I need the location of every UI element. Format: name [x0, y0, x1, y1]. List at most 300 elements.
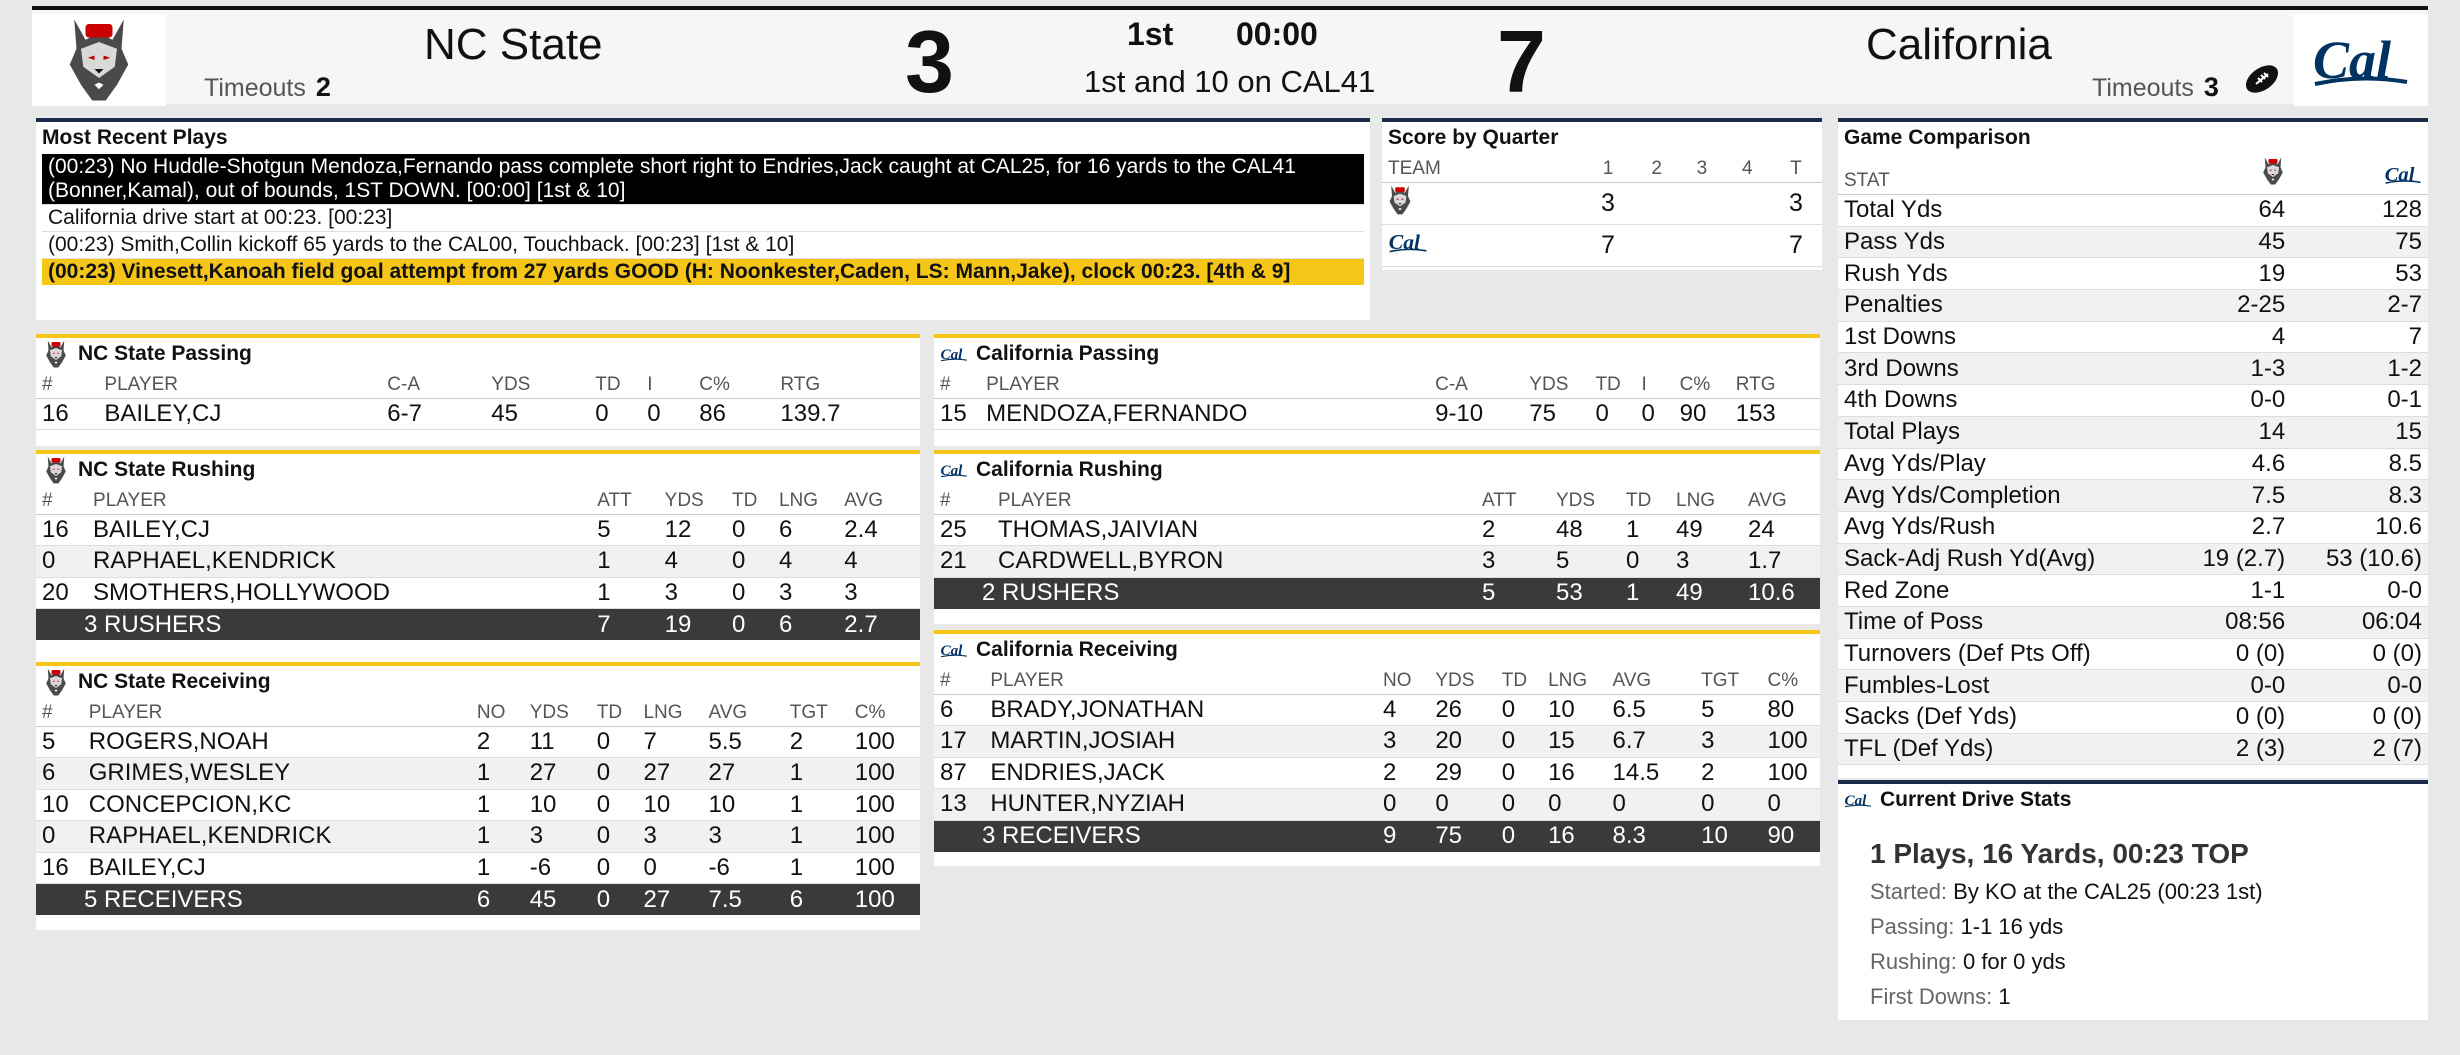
game-comparison-panel — [1838, 118, 2428, 778]
table-row[interactable] — [36, 789, 920, 821]
home-timeouts — [204, 72, 331, 103]
stat-cell: 27 — [637, 758, 702, 790]
california-passing-table — [934, 370, 1820, 430]
nc-state-passing-table — [36, 370, 920, 430]
table-row[interactable] — [36, 398, 920, 430]
totals-cell: 1 — [1620, 577, 1670, 609]
totals-cell: 10 — [1695, 820, 1761, 852]
player-name[interactable]: BAILEY,CJ — [98, 398, 381, 430]
stat-cell: 1 — [1620, 514, 1670, 546]
stat-cell: 27 — [524, 758, 591, 790]
stat-cell: 0 — [1377, 789, 1429, 821]
california-value: 0 (0) — [2291, 638, 2428, 670]
col-c[interactable]: C% — [1674, 370, 1730, 398]
col-td[interactable]: TD — [1620, 486, 1670, 514]
current-drive-title: Current Drive Stats — [1880, 788, 2072, 811]
col-td[interactable]: TD — [591, 698, 638, 726]
total-score: 3 — [1770, 182, 1822, 224]
stat-cell: 86 — [693, 398, 774, 430]
down-and-distance: 1st and 10 on CAL41 — [1084, 64, 1376, 99]
stat-cell: 100 — [849, 789, 920, 821]
stat-cell: 3 — [1476, 546, 1550, 578]
player-name[interactable]: CARDWELL,BYRON — [992, 546, 1476, 578]
table-row[interactable] — [36, 852, 920, 884]
player-name[interactable]: ROGERS,NOAH — [83, 726, 471, 758]
col-q1: 1 — [1582, 154, 1634, 182]
drive-rushing-value: 0 for 0 yds — [1962, 949, 2066, 974]
stat-cell: 100 — [849, 821, 920, 853]
totals-cell: 49 — [1670, 577, 1742, 609]
col-yds[interactable]: YDS — [1523, 370, 1589, 398]
comparison-row — [1838, 511, 2428, 543]
player-name[interactable]: HUNTER,NYZIAH — [984, 789, 1377, 821]
nc-state-receiving-header — [36, 666, 920, 698]
stat-cell: 6-7 — [381, 398, 485, 430]
nc-state-value: 0 (0) — [2171, 638, 2291, 670]
col-number[interactable]: # — [36, 486, 87, 514]
stat-cell: 48 — [1550, 514, 1620, 546]
california-value: 53 (10.6) — [2291, 543, 2428, 575]
nc-state-value: 7.5 — [2171, 480, 2291, 512]
california-passing-panel — [934, 334, 1820, 446]
col-no[interactable]: NO — [1377, 666, 1429, 694]
play-item-latest[interactable]: (00:23) No Huddle-Shotgun Mendoza,Fernando pass complete short right to Endries,Jack caught at CAL25, for 16 yards to the CAL41 (Bonner,Kamal), out of bounds, 1ST DOWN. [00:00] [1st & 10] — [42, 154, 1364, 205]
california-rushing-table — [934, 486, 1820, 609]
stat-cell: 5 — [591, 514, 658, 546]
current-drive-panel — [1838, 780, 2428, 1020]
california-value: 8.5 — [2291, 448, 2428, 480]
table-row[interactable] — [36, 546, 920, 578]
recent-plays-title: Most Recent Plays — [42, 126, 228, 149]
nc-state-value: 4.6 — [2171, 448, 2291, 480]
stat-label: Total Plays — [1838, 416, 2171, 448]
stat-cell: 27 — [703, 758, 784, 790]
table-row[interactable] — [36, 514, 920, 546]
player-name[interactable]: CONCEPCION,KC — [83, 789, 471, 821]
stat-cell: 2 — [471, 726, 524, 758]
col-c[interactable]: C% — [1762, 666, 1820, 694]
stat-cell: 0 — [1695, 789, 1761, 821]
table-row[interactable] — [934, 789, 1820, 821]
stat-label: Red Zone — [1838, 575, 2171, 607]
stat-cell: 4 — [659, 546, 726, 578]
stat-cell: 29 — [1429, 757, 1495, 789]
stat-cell: 1 — [784, 758, 849, 790]
stat-cell: 1 — [471, 789, 524, 821]
stat-label: Avg Yds/Play — [1838, 448, 2171, 480]
scoreboard — [32, 6, 2428, 111]
col-yds[interactable]: YDS — [659, 486, 726, 514]
california-value: 75 — [2291, 226, 2428, 258]
stat-cell: 5.5 — [703, 726, 784, 758]
totals-row — [36, 884, 920, 916]
stat-cell: 80 — [1762, 694, 1820, 726]
totals-label: 3 RECEIVERS — [934, 820, 1377, 852]
col-avg[interactable]: AVG — [1742, 486, 1820, 514]
away-timeouts-value: 3 — [2203, 72, 2219, 102]
stat-cell: 15 — [1542, 726, 1606, 758]
stat-cell: 4 — [838, 546, 920, 578]
stat-cell: 0 — [589, 398, 641, 430]
col-lng[interactable]: LNG — [773, 486, 838, 514]
california-value: 0 (0) — [2291, 702, 2428, 734]
california-value: 0-1 — [2291, 385, 2428, 417]
stat-cell: 20 — [1429, 726, 1495, 758]
totals-cell: 6 — [471, 884, 524, 916]
home-team-name: NC State — [424, 20, 603, 69]
play-item[interactable]: California drive start at 00:23. [00:23] — [42, 205, 1364, 232]
stat-cell: 0 — [1542, 789, 1606, 821]
col-player[interactable]: PLAYER — [984, 666, 1377, 694]
drive-started-label: Started: — [1870, 879, 1948, 904]
col-avg[interactable]: AVG — [703, 698, 784, 726]
col-tgt[interactable]: TGT — [1695, 666, 1761, 694]
stat-cell: 49 — [1670, 514, 1742, 546]
col-number[interactable]: # — [36, 370, 98, 398]
california-passing-header — [934, 338, 1820, 370]
home-score: 3 — [905, 12, 954, 111]
stat-label: Rush Yds — [1838, 258, 2171, 290]
col-q3: 3 — [1679, 154, 1724, 182]
stat-cell: 0 — [1496, 694, 1542, 726]
stat-cell: 139.7 — [774, 398, 920, 430]
game-comparison-table — [1838, 154, 2428, 765]
california-value: 0-0 — [2291, 575, 2428, 607]
comparison-row — [1838, 226, 2428, 258]
drive-passing-value: 1-1 16 yds — [1960, 914, 2064, 939]
table-row[interactable] — [934, 546, 1820, 578]
stat-cell: 1 — [471, 758, 524, 790]
nc-state-rushing-title: NC State Rushing — [78, 458, 256, 481]
stat-cell: 21 — [934, 546, 992, 578]
col-c[interactable]: C% — [693, 370, 774, 398]
totals-cell: 90 — [1762, 820, 1820, 852]
nc-state-value: 2.7 — [2171, 511, 2291, 543]
comparison-row — [1838, 543, 2428, 575]
california-value: 15 — [2291, 416, 2428, 448]
comparison-row — [1838, 385, 2428, 417]
stat-cell: 0 — [637, 852, 702, 884]
player-name[interactable]: THOMAS,JAIVIAN — [992, 514, 1476, 546]
comparison-row — [1838, 448, 2428, 480]
col-att[interactable]: ATT — [1476, 486, 1550, 514]
col-avg[interactable]: AVG — [838, 486, 920, 514]
california-rushing-header — [934, 454, 1820, 486]
col-yds[interactable]: YDS — [1550, 486, 1620, 514]
totals-row — [36, 609, 920, 641]
stat-cell: 0 — [591, 821, 638, 853]
stat-label: Penalties — [1838, 290, 2171, 322]
stat-cell: 0 — [641, 398, 693, 430]
nc-state-value: 0-0 — [2171, 670, 2291, 702]
col-total: T — [1770, 154, 1822, 182]
stat-label: Fumbles-Lost — [1838, 670, 2171, 702]
stat-cell: 25 — [934, 514, 992, 546]
table-row[interactable] — [36, 726, 920, 758]
stat-cell: 1 — [784, 789, 849, 821]
player-name[interactable]: MARTIN,JOSIAH — [984, 726, 1377, 758]
table-row[interactable] — [934, 694, 1820, 726]
nc-state-value: 0-0 — [2171, 385, 2291, 417]
play-item-scoring[interactable]: (00:23) Vinesett,Kanoah field goal attempt from 27 yards GOOD (H: Noonkester,Caden, LS: Mann,Jake), clock 00:23. [4th & 9] — [42, 259, 1364, 285]
stat-cell: 14.5 — [1607, 757, 1696, 789]
california-value: 06:04 — [2291, 606, 2428, 638]
stat-cell: 0 — [1496, 726, 1542, 758]
drive-first-downs — [1838, 981, 2428, 1016]
california-mini-logo — [1382, 224, 1582, 266]
totals-cell: 19 — [659, 609, 726, 641]
col-player[interactable]: PLAYER — [980, 370, 1429, 398]
drive-first-downs-label: First Downs: — [1870, 984, 1993, 1009]
stat-cell: 0 — [591, 758, 638, 790]
col-yds[interactable]: YDS — [485, 370, 589, 398]
col-number[interactable]: # — [934, 370, 980, 398]
col-ca[interactable]: C-A — [1429, 370, 1523, 398]
nc-state-value: 2 (3) — [2171, 733, 2291, 765]
col-lng[interactable]: LNG — [1542, 666, 1606, 694]
col-q4: 4 — [1725, 154, 1770, 182]
stat-cell: -6 — [524, 852, 591, 884]
comparison-row — [1838, 575, 2428, 607]
q3-score — [1679, 224, 1724, 266]
stat-cell: 0 — [591, 726, 638, 758]
col-tgt[interactable]: TGT — [784, 698, 849, 726]
col-q2: 2 — [1634, 154, 1679, 182]
stat-label: Sack-Adj Rush Yd(Avg) — [1838, 543, 2171, 575]
stat-cell: -6 — [703, 852, 784, 884]
game-comparison-title: Game Comparison — [1844, 126, 2031, 149]
stat-cell: 3 — [524, 821, 591, 853]
totals-cell: 2.7 — [838, 609, 920, 641]
stat-cell: 1.7 — [1742, 546, 1820, 578]
stat-cell: 16 — [36, 398, 98, 430]
col-number[interactable]: # — [36, 698, 83, 726]
player-name[interactable]: RAPHAEL,KENDRICK — [83, 821, 471, 853]
col-player[interactable]: PLAYER — [98, 370, 381, 398]
total-score: 7 — [1770, 224, 1822, 266]
totals-cell: 6 — [773, 609, 838, 641]
drive-started — [1838, 876, 2428, 911]
stat-cell: 1 — [591, 577, 658, 609]
comparison-row — [1838, 416, 2428, 448]
stat-cell: 100 — [849, 726, 920, 758]
col-i[interactable]: I — [641, 370, 693, 398]
player-name[interactable]: SMOTHERS,HOLLYWOOD — [87, 577, 591, 609]
totals-cell: 53 — [1550, 577, 1620, 609]
stat-cell: 6 — [36, 758, 83, 790]
california-receiving-title: California Receiving — [976, 638, 1178, 661]
recent-plays-list — [36, 154, 1370, 291]
q3-score — [1679, 182, 1724, 224]
table-row[interactable] — [934, 514, 1820, 546]
nc-state-passing-title: NC State Passing — [78, 342, 252, 365]
totals-cell: 7 — [591, 609, 658, 641]
california-rushing-panel — [934, 450, 1820, 624]
home-timeouts-label: Timeouts — [204, 74, 306, 102]
stat-cell: 3 — [1695, 726, 1761, 758]
comparison-row — [1838, 258, 2428, 290]
stat-cell: 0 — [591, 789, 638, 821]
california-value: 7 — [2291, 321, 2428, 353]
player-name[interactable]: GRIMES,WESLEY — [83, 758, 471, 790]
nc-state-value: 19 — [2171, 258, 2291, 290]
stat-cell: 6 — [773, 514, 838, 546]
player-name[interactable]: ENDRIES,JACK — [984, 757, 1377, 789]
drive-passing — [1838, 911, 2428, 946]
away-team-name: California — [1866, 20, 2052, 69]
stat-cell: 3 — [838, 577, 920, 609]
col-lng[interactable]: LNG — [637, 698, 702, 726]
table-row[interactable] — [934, 726, 1820, 758]
stat-cell: 0 — [1636, 398, 1674, 430]
col-avg[interactable]: AVG — [1607, 666, 1696, 694]
california-mini-logo — [2291, 154, 2428, 195]
stat-cell: 13 — [934, 789, 984, 821]
col-td[interactable]: TD — [589, 370, 641, 398]
table-row[interactable] — [934, 398, 1820, 430]
football-icon — [2242, 62, 2282, 101]
game-period: 1st — [1127, 16, 1174, 52]
nc-state-mini-logo — [1382, 182, 1582, 224]
away-timeouts — [2092, 72, 2219, 103]
stat-cell: 16 — [36, 852, 83, 884]
col-no[interactable]: NO — [471, 698, 524, 726]
stat-cell: 0 — [726, 514, 773, 546]
stat-cell: 0 — [1762, 789, 1820, 821]
totals-row — [934, 820, 1820, 852]
player-name[interactable]: BRADY,JONATHAN — [984, 694, 1377, 726]
score-by-quarter-panel — [1382, 118, 1822, 270]
california-value: 53 — [2291, 258, 2428, 290]
stat-cell: 10 — [703, 789, 784, 821]
stat-cell: 17 — [934, 726, 984, 758]
drive-passing-label: Passing: — [1870, 914, 1955, 939]
stat-cell: 45 — [485, 398, 589, 430]
col-i[interactable]: I — [1636, 370, 1674, 398]
stat-cell: 15 — [934, 398, 980, 430]
col-yds[interactable]: YDS — [1429, 666, 1495, 694]
stat-cell: 10 — [524, 789, 591, 821]
comparison-row — [1838, 670, 2428, 702]
col-c[interactable]: C% — [849, 698, 920, 726]
comparison-row — [1838, 733, 2428, 765]
california-logo[interactable] — [2294, 14, 2428, 106]
nc-state-value: 1-3 — [2171, 353, 2291, 385]
nc-state-receiving-title: NC State Receiving — [78, 670, 271, 693]
col-rtg[interactable]: RTG — [774, 370, 920, 398]
col-player[interactable]: PLAYER — [83, 698, 471, 726]
comparison-row — [1838, 638, 2428, 670]
stat-cell: 5 — [1550, 546, 1620, 578]
col-number[interactable]: # — [934, 666, 984, 694]
player-name[interactable]: RAPHAEL,KENDRICK — [87, 546, 591, 578]
stat-cell: 4 — [773, 546, 838, 578]
drive-summary: 1 Plays, 16 Yards, 00:23 TOP — [1870, 838, 2249, 869]
comparison-row — [1838, 606, 2428, 638]
play-item[interactable]: (00:23) Smith,Collin kickoff 65 yards to the CAL00, Touchback. [00:23] [1st & 10] — [42, 232, 1364, 259]
col-yds[interactable]: YDS — [524, 698, 591, 726]
col-stat: STAT — [1838, 154, 2171, 195]
california-value: 2-7 — [2291, 290, 2428, 322]
current-drive-header — [1838, 784, 2428, 816]
drive-started-value: By KO at the CAL25 (00:23 1st) — [1953, 879, 2263, 904]
stat-cell: 0 — [36, 821, 83, 853]
stat-cell: 26 — [1429, 694, 1495, 726]
california-value: 128 — [2291, 195, 2428, 227]
california-receiving-header — [934, 634, 1820, 666]
col-number[interactable]: # — [934, 486, 992, 514]
nc-state-value: 08:56 — [2171, 606, 2291, 638]
stat-cell: 16 — [36, 514, 87, 546]
q4-score — [1725, 224, 1770, 266]
stat-label: Total Yds — [1838, 195, 2171, 227]
stat-cell: 2 — [1476, 514, 1550, 546]
stat-cell: 10 — [36, 789, 83, 821]
stat-label: 3rd Downs — [1838, 353, 2171, 385]
stat-cell: 1 — [471, 852, 524, 884]
home-timeouts-value: 2 — [315, 72, 331, 102]
stat-label: 1st Downs — [1838, 321, 2171, 353]
col-ca[interactable]: C-A — [381, 370, 485, 398]
nc-state-value: 14 — [2171, 416, 2291, 448]
stat-cell: 1 — [784, 852, 849, 884]
stat-cell: 87 — [934, 757, 984, 789]
table-row — [1382, 182, 1822, 224]
totals-cell: 16 — [1542, 820, 1606, 852]
totals-cell: 5 — [1476, 577, 1550, 609]
stat-cell: 2 — [784, 726, 849, 758]
col-player[interactable]: PLAYER — [87, 486, 591, 514]
stat-cell: 90 — [1674, 398, 1730, 430]
player-name[interactable]: BAILEY,CJ — [87, 514, 591, 546]
stat-label: 4th Downs — [1838, 385, 2171, 417]
stat-label: Turnovers (Def Pts Off) — [1838, 638, 2171, 670]
california-value: 0-0 — [2291, 670, 2428, 702]
table-row[interactable] — [934, 757, 1820, 789]
col-td[interactable]: TD — [1496, 666, 1542, 694]
player-name[interactable]: BAILEY,CJ — [83, 852, 471, 884]
stat-cell: 5 — [1695, 694, 1761, 726]
table-row[interactable] — [36, 577, 920, 609]
nc-state-rushing-header — [36, 454, 920, 486]
col-player[interactable]: PLAYER — [992, 486, 1476, 514]
table-row[interactable] — [36, 758, 920, 790]
nc-state-value: 2-25 — [2171, 290, 2291, 322]
nc-state-logo[interactable] — [32, 14, 166, 106]
score-by-quarter-title: Score by Quarter — [1388, 126, 1559, 149]
col-td[interactable]: TD — [726, 486, 773, 514]
col-rtg[interactable]: RTG — [1730, 370, 1820, 398]
comparison-row — [1838, 321, 2428, 353]
away-score: 7 — [1497, 12, 1546, 111]
col-td[interactable]: TD — [1589, 370, 1635, 398]
comparison-row — [1838, 195, 2428, 227]
stat-cell: 5 — [36, 726, 83, 758]
stat-cell: 1 — [471, 821, 524, 853]
stat-cell: 3 — [773, 577, 838, 609]
col-att[interactable]: ATT — [591, 486, 658, 514]
totals-cell: 100 — [849, 884, 920, 916]
table-row[interactable] — [36, 821, 920, 853]
col-lng[interactable]: LNG — [1670, 486, 1742, 514]
drive-first-downs-value: 1 — [1998, 984, 2011, 1009]
stat-cell: 0 — [1589, 398, 1635, 430]
totals-cell: 6 — [784, 884, 849, 916]
table-row — [1382, 224, 1822, 266]
california-value: 2 (7) — [2291, 733, 2428, 765]
player-name[interactable]: MENDOZA,FERNANDO — [980, 398, 1429, 430]
comparison-row — [1838, 290, 2428, 322]
